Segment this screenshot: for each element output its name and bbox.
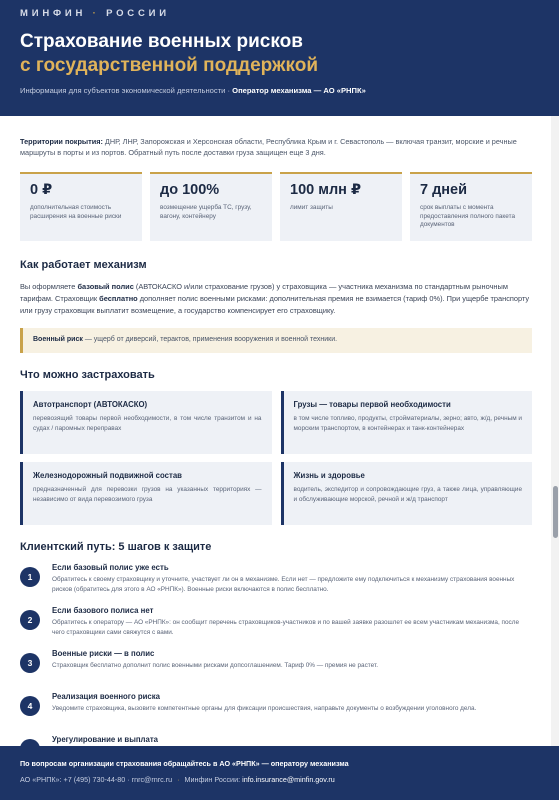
- how-heading: Как работает механизм: [20, 259, 147, 271]
- stat-card: [20, 172, 142, 241]
- stat-value: до 100%: [160, 182, 220, 198]
- journey-step: [20, 606, 532, 642]
- step-title: Урегулирование и выплата: [52, 735, 159, 744]
- insure-card: [20, 462, 272, 525]
- stat-label: возмещение ущерба ТС, грузу, вагону, контейнеру: [160, 204, 252, 220]
- step-number-badge: 2: [20, 610, 40, 630]
- journey-step: [20, 563, 532, 599]
- step-title: Реализация военного риска: [52, 692, 161, 701]
- stat-label: лимит защиты: [290, 204, 333, 211]
- stat-label: срок выплаты с момента предоставления полного пакета документов: [420, 204, 516, 229]
- coverage-text: ДНР, ЛНР, Запорожская и Херсонская области, Республика Крым и г. Севастополь — включая транзит, морские и речные маршруты в порты и из портов. Обратный путь после доставки груза защищен еще 3 дня.: [20, 137, 517, 157]
- step-title: Если базового полиса нет: [52, 606, 154, 615]
- step-body: [52, 606, 532, 637]
- insure-card: [281, 391, 533, 454]
- insure-card: [20, 391, 272, 454]
- step-desc: Обратитесь к оператору — АО «РНПК»: он сообщит перечень страховщиков-участников и по вашей заявке разошлет ее всем участникам механизма, после чего страховщики сами свяжутся с вами.: [52, 619, 520, 636]
- brand-left: МИНФИН: [20, 8, 87, 19]
- stat-card: [150, 172, 272, 241]
- insure-card: [281, 462, 533, 525]
- card-desc: в том числе топливо, продукты, стройматериалы, зерно; авто, ж/д, речным и морским транспортом, в контейнерах и танк-контейнерах: [293, 415, 522, 432]
- card-desc: водитель, экспедитор и сопровождающие груз, а также лица, управляющие и обслуживающие морской, речной и ж/д транспорт: [293, 486, 522, 503]
- insure-grid: [20, 391, 532, 525]
- step-desc: Страховщик бесплатно дополнит полис военными рисками допсоглашением. Тариф 0% — премия не растет.: [52, 662, 378, 669]
- step-body: [52, 649, 532, 671]
- stat-value: 0 ₽: [30, 182, 53, 198]
- step-desc: Уведомите страховщика, вызовите компетентные органы для фиксации происшествия, направьте документы о возбуждении уголовного дела.: [52, 705, 477, 712]
- page-title-line1: Страхование военных рисков: [20, 31, 303, 52]
- card-title: Грузы — товары первой необходимости: [293, 400, 451, 409]
- stat-label: дополнительная стоимость расширения на военные риски: [30, 204, 122, 220]
- how-bold-basic-policy: базовый полис: [77, 282, 134, 291]
- footer-minfin-email-link[interactable]: info.insurance@minfin.gov.ru: [242, 775, 335, 784]
- stat-card: [410, 172, 532, 241]
- coverage-label: Территории покрытия:: [20, 137, 103, 146]
- how-text-2: (АВТОКАСКО и/или страхование грузов) у страховщика — участника механизма по стандартным рыночным тарифам. Страховщик: [20, 282, 508, 303]
- card-title: Жизнь и здоровье: [293, 471, 365, 480]
- footer-minfin-label: Минфин России:: [184, 775, 243, 784]
- journey-step: [20, 692, 532, 728]
- brand-right: РОССИИ: [106, 8, 170, 19]
- page-subtitle: [20, 86, 539, 95]
- how-text-3: дополняет полис военными рисками: дополнительная премия не взимается (тариф 0%). При ущербе транспорту или грузу страховщик выплатит возмещение, а государство компенсирует его страховщику.: [20, 294, 530, 315]
- header-banner: [0, 0, 559, 116]
- step-number-badge: 1: [20, 567, 40, 587]
- page-title-line2: с государственной поддержкой: [20, 55, 319, 76]
- footer-separator: ·: [177, 775, 180, 784]
- how-bold-free: бесплатно: [99, 294, 138, 303]
- stat-value: 100 млн ₽: [290, 182, 362, 198]
- step-title: Военные риски — в полис: [52, 649, 155, 658]
- card-desc: предназначенный для перевозки грузов на указанных территориях — независимо от вида перевозимого груза: [33, 486, 262, 503]
- stat-card: [280, 172, 402, 241]
- card-title: Железнодорожный подвижной состав: [33, 471, 182, 480]
- main-content: [20, 116, 532, 778]
- scrollbar-thumb[interactable]: [553, 486, 558, 538]
- step-desc: Обратитесь к своему страховщику и уточните, участвует ли он в механизме. Если нет — предложите ему подключиться к механизму страхования военных рисков (обратитесь для этого в АО «РНПК»). Военные риски включаются в полис бесплатно.: [52, 576, 515, 593]
- subtitle-text: Информация для субъектов экономической деятельности ·: [20, 86, 233, 95]
- war-risk-note: [20, 328, 532, 353]
- footer-banner: [0, 746, 559, 800]
- step-title: Если базовый полис уже есть: [52, 563, 169, 572]
- stats-row: [20, 172, 532, 241]
- step-number-badge: 4: [20, 696, 40, 716]
- journey-heading: Клиентский путь: 5 шагов к защите: [20, 541, 212, 553]
- brand-dot: ·: [92, 8, 100, 19]
- insure-heading: Что можно застраховать: [20, 369, 155, 381]
- card-desc: перевозящий товары первой необходимости, в том числе транзитом и на судах / паромных переправах: [33, 415, 262, 432]
- footer-contact-rnpk[interactable]: АО «РНПК»: +7 (495) 730-44-80 · rnrc@rnrc.ru: [20, 775, 173, 784]
- footer-contacts: [20, 775, 539, 784]
- how-paragraph: [20, 281, 532, 317]
- note-text: — ущерб от диверсий, терактов, применения вооружения и военной техники.: [82, 336, 338, 343]
- step-number-badge: 3: [20, 653, 40, 673]
- journey-step: [20, 649, 532, 685]
- footer-headline: По вопросам организации страхования обращайтесь в АО «РНПК» — оператору механизма: [20, 759, 349, 768]
- step-body: [52, 692, 532, 714]
- how-text-1: Вы оформляете: [20, 282, 78, 291]
- scrollbar-track[interactable]: [551, 116, 559, 746]
- coverage-paragraph: [20, 136, 532, 158]
- journey-steps: [20, 563, 532, 771]
- card-title: Автотранспорт (АВТОКАСКО): [33, 400, 148, 409]
- subtitle-operator: Оператор механизма — АО «РНПК»: [232, 86, 366, 95]
- brand-logo: [20, 8, 539, 19]
- stat-value: 7 дней: [420, 182, 468, 198]
- step-body: [52, 563, 532, 594]
- note-label: Военный риск: [33, 336, 83, 343]
